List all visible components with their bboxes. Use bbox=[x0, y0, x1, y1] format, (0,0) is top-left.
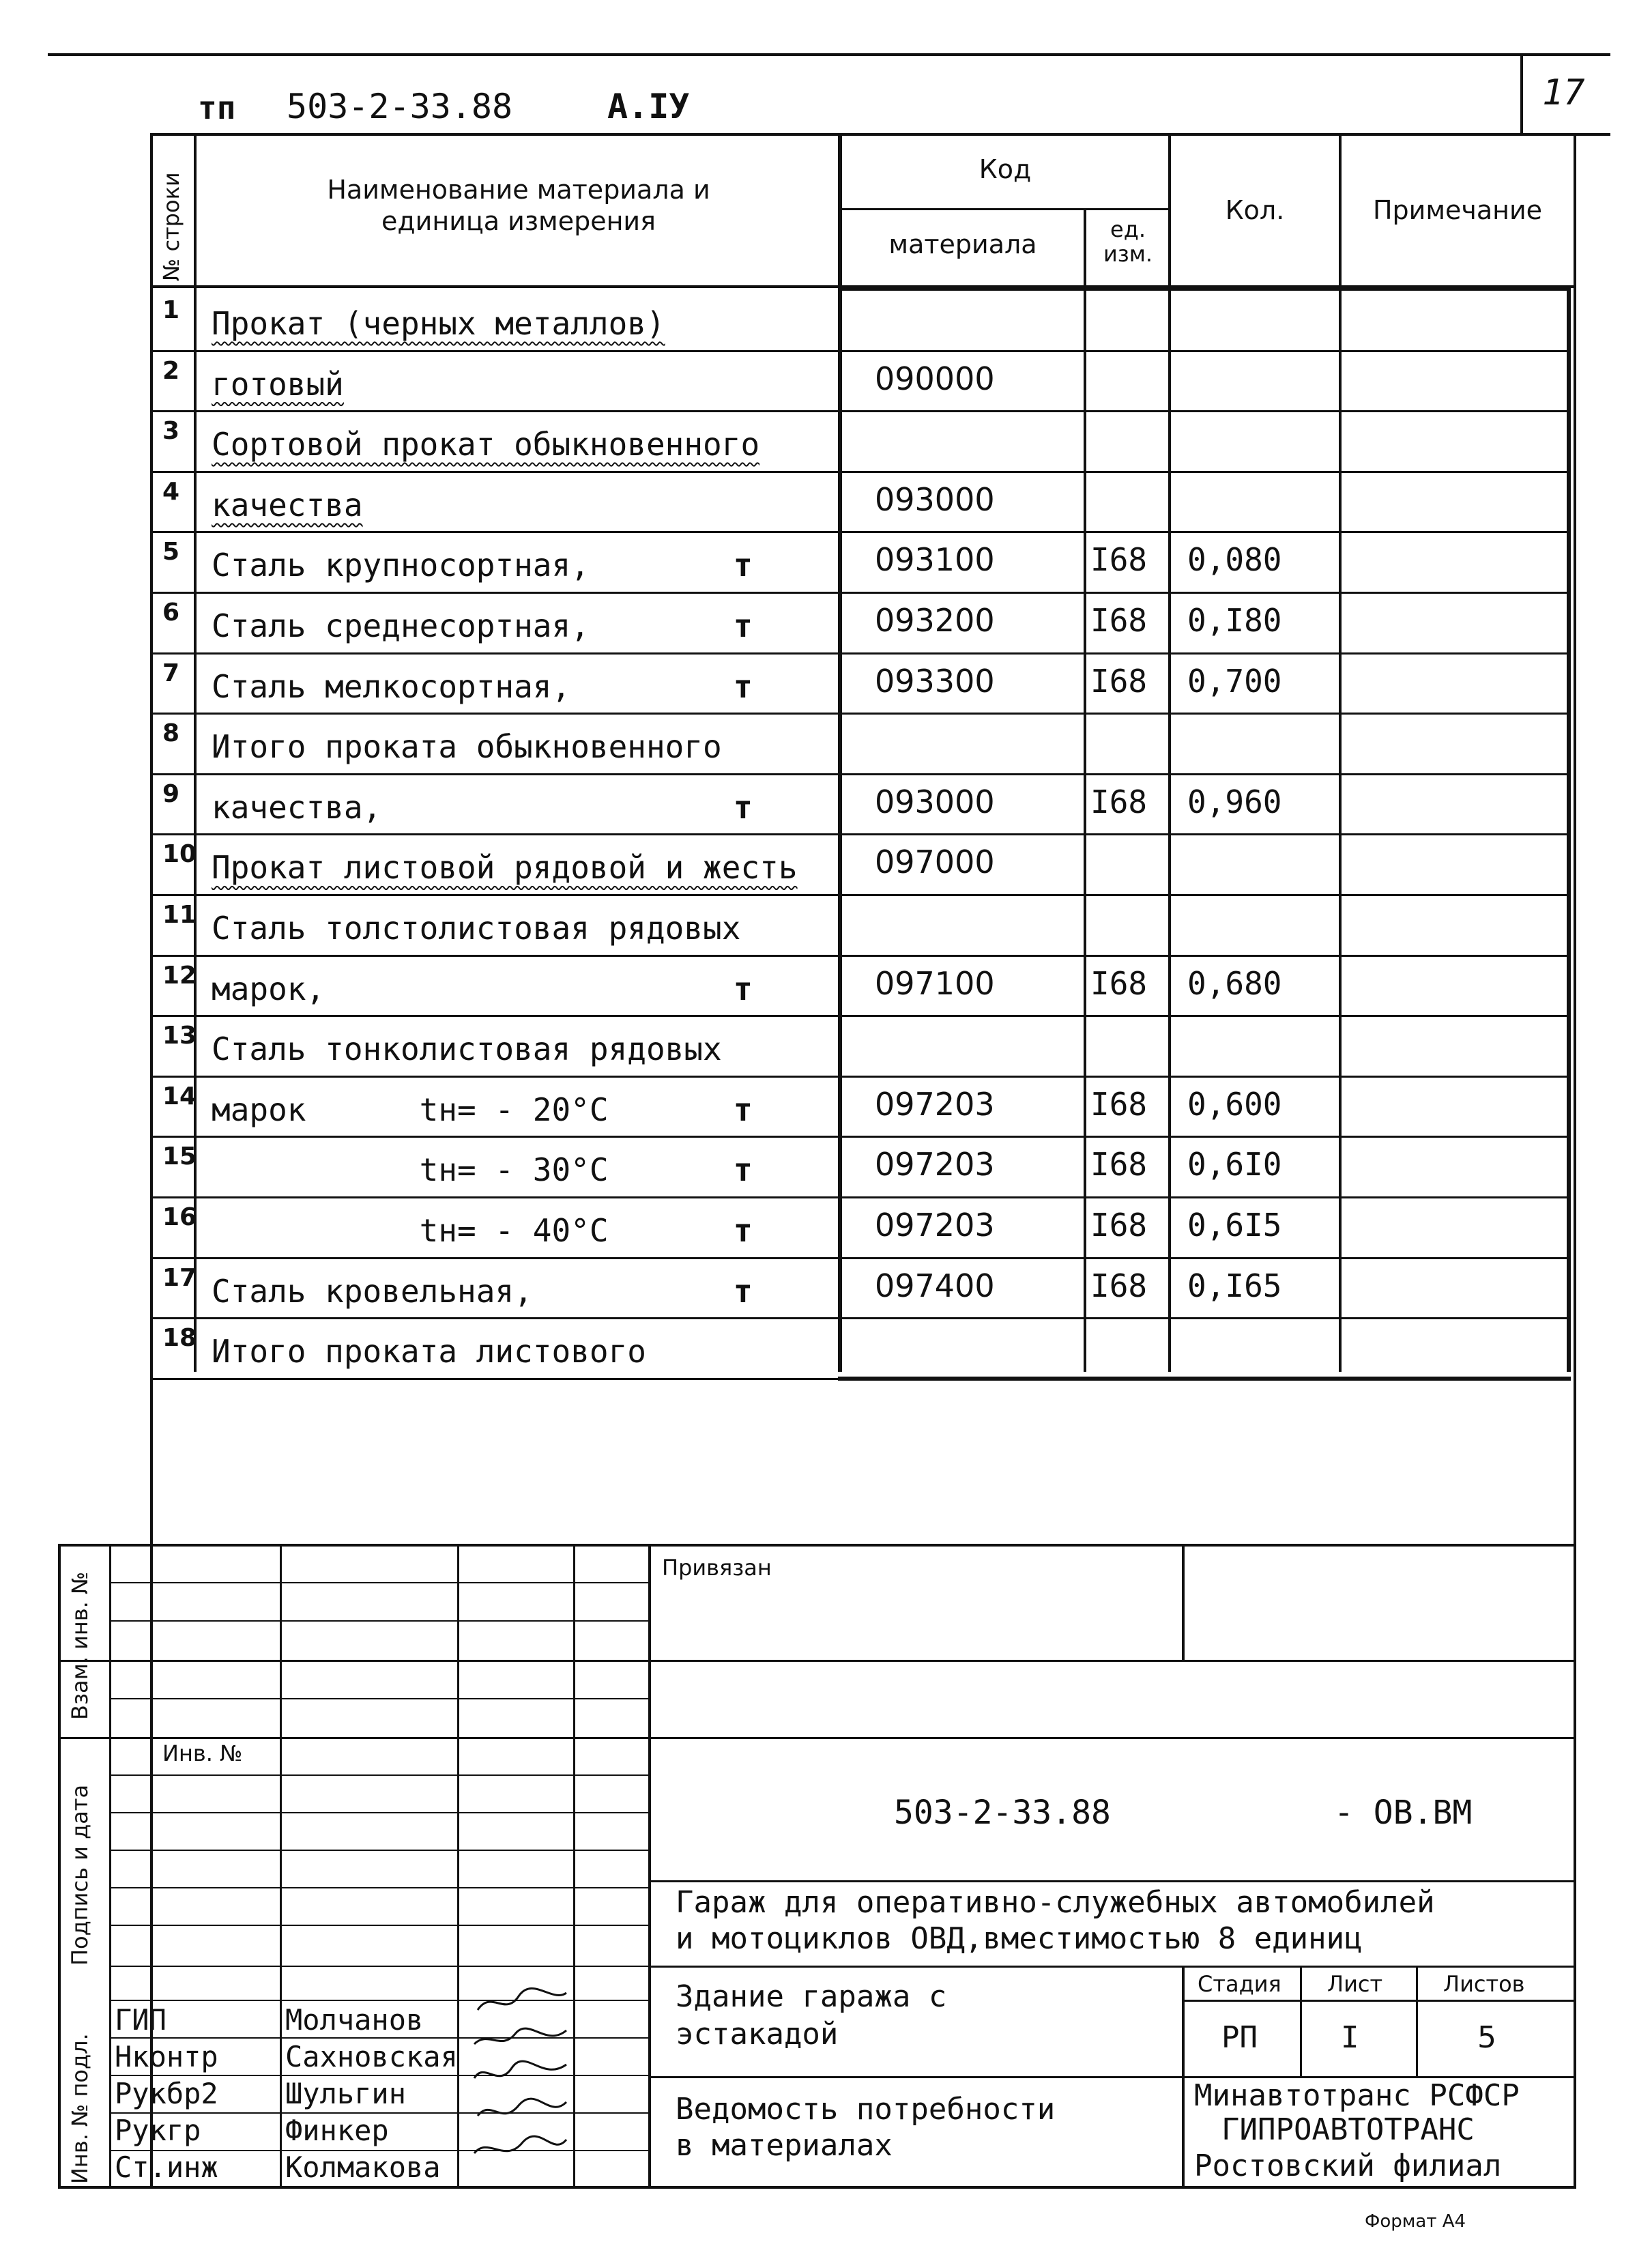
row-material-code: 097203 bbox=[875, 1146, 995, 1183]
table-thick-top bbox=[838, 287, 1571, 291]
row-unit-code: I68 bbox=[1090, 541, 1148, 579]
stamp-col-a bbox=[109, 1544, 111, 2189]
signature-3 bbox=[474, 2061, 566, 2078]
stamp-grid-line bbox=[109, 1887, 648, 1888]
row-number: 1 bbox=[162, 296, 180, 324]
row-number: 13 bbox=[162, 1022, 197, 1050]
row-unit-code: I68 bbox=[1090, 964, 1148, 1002]
staff-name: Шульгин bbox=[285, 2077, 407, 2110]
stamp-privyazan: Привязан bbox=[662, 1555, 772, 1581]
row-material-code: 097000 bbox=[875, 844, 995, 881]
row-unit-symbol: т bbox=[734, 788, 753, 826]
row-name: Сталь среднесортная, bbox=[212, 607, 590, 644]
staff-role: Ст.инж bbox=[115, 2151, 218, 2184]
row-number: 5 bbox=[162, 538, 180, 566]
row-line bbox=[150, 531, 1569, 533]
stamp-col-d bbox=[573, 1544, 575, 2189]
row-unit-symbol: т bbox=[734, 1091, 753, 1128]
staff-role: ГИП bbox=[115, 2003, 166, 2037]
row-line bbox=[150, 1015, 1569, 1017]
row-name: Итого проката листового bbox=[212, 1333, 646, 1370]
side-label-inv-podl: Инв. № подл. bbox=[67, 2033, 93, 2184]
stamp-inv-no: Инв. № bbox=[162, 1740, 243, 1766]
row-material-code: 097400 bbox=[875, 1267, 995, 1304]
stamp-col-b bbox=[280, 1544, 282, 2189]
format-label: Формат А4 bbox=[1365, 2211, 1466, 2232]
row-line bbox=[150, 1317, 1569, 1319]
staff-role: Рукбр2 bbox=[115, 2077, 218, 2110]
staff-name: Молчанов bbox=[285, 2003, 424, 2037]
stamp-sheets-label: Листов bbox=[1443, 1971, 1525, 1997]
stamp-doc-suffix: - ОВ.ВМ bbox=[1334, 1794, 1473, 1832]
stamp-col-sheet bbox=[1300, 1966, 1302, 2076]
row-line bbox=[150, 1136, 1569, 1138]
row-quantity: 0,680 bbox=[1187, 964, 1282, 1002]
row-quantity: 0,600 bbox=[1187, 1085, 1282, 1123]
row-name: tн= - 30°C bbox=[212, 1151, 609, 1189]
header-qty: Кол. bbox=[1225, 195, 1285, 225]
row-unit-symbol: т bbox=[734, 1151, 753, 1189]
stamp-org-line3: Ростовский филиал bbox=[1194, 2148, 1502, 2183]
row-name: Сталь тонколистовая рядовых bbox=[212, 1031, 722, 1068]
row-number: 12 bbox=[162, 961, 197, 990]
row-number: 4 bbox=[162, 477, 180, 506]
stamp-grid-line bbox=[109, 1774, 648, 1776]
header-name: Наименование материала и единица измерения bbox=[327, 175, 710, 236]
stamp-title-line1: Гараж для оперативно-служебных автомобилей bbox=[676, 1885, 1435, 1920]
row-quantity: 0,I65 bbox=[1187, 1267, 1282, 1304]
col-line-qty bbox=[1168, 133, 1171, 1372]
stamp-col-c bbox=[457, 1544, 459, 2189]
stamp-grid-line bbox=[109, 1850, 648, 1851]
stamp-col-sheets bbox=[1416, 1966, 1418, 2076]
stamp-col-stage bbox=[1182, 1966, 1185, 2187]
stamp-grid-line bbox=[109, 1737, 648, 1738]
stamp-grid-line bbox=[109, 1812, 648, 1813]
row-material-code: 093200 bbox=[875, 602, 995, 639]
row-unit-symbol: т bbox=[734, 1272, 753, 1310]
row-unit-symbol: т bbox=[734, 547, 753, 584]
signature-5 bbox=[474, 2136, 566, 2153]
row-line bbox=[150, 592, 1569, 594]
row-number: 15 bbox=[162, 1142, 197, 1171]
header-unit: ед. изм. bbox=[1103, 216, 1153, 267]
stamp-top bbox=[58, 1544, 1576, 1547]
row-name: Прокат (черных металлов) bbox=[212, 305, 665, 342]
side-label-vzam: Взам. инв. № bbox=[67, 1571, 93, 1720]
row-quantity: 0,960 bbox=[1187, 783, 1282, 820]
staff-name: Колмакова bbox=[285, 2151, 441, 2184]
row-number: 17 bbox=[162, 1263, 197, 1292]
row-line bbox=[150, 471, 1569, 473]
row-unit-code: I68 bbox=[1090, 1085, 1148, 1123]
stamp-h4 bbox=[648, 1966, 1576, 1968]
stamp-title-line2: и мотоциклов ОВД,вместимостью 8 единиц bbox=[676, 1921, 1363, 1956]
header-prefix: тп bbox=[198, 89, 236, 126]
row-name: Сталь кровельная, bbox=[212, 1272, 533, 1310]
stamp-org-line2: ГИПРОАВТОТРАНС bbox=[1221, 2112, 1475, 2147]
row-name: Сталь крупносортная, bbox=[212, 547, 590, 584]
row-unit-code: I68 bbox=[1090, 1146, 1148, 1183]
staff-role: Нконтр bbox=[115, 2040, 218, 2073]
frame-bottom bbox=[58, 2186, 1576, 2189]
staff-role: Рукгр bbox=[115, 2114, 201, 2147]
stamp-col-e bbox=[648, 1544, 651, 2189]
row-line bbox=[150, 773, 1569, 775]
stamp-sheets-value: 5 bbox=[1477, 2020, 1496, 2055]
row-name: tн= - 40°C bbox=[212, 1212, 609, 1249]
col-line-code bbox=[838, 133, 842, 1372]
stamp-stage-label: Стадия bbox=[1198, 1971, 1281, 1997]
code-sub-line bbox=[838, 208, 1171, 210]
col-line-rownum bbox=[194, 133, 197, 1372]
row-name: качества bbox=[212, 486, 363, 523]
stamp-grid-line bbox=[109, 1582, 648, 1583]
col-line-note bbox=[1339, 133, 1342, 1372]
stamp-grid-line bbox=[109, 1660, 648, 1661]
row-unit-symbol: т bbox=[734, 667, 753, 705]
stamp-sheet-line1: Ведомость потребности bbox=[676, 2092, 1056, 2127]
stamp-h6 bbox=[1182, 2000, 1576, 2002]
row-name: готовый bbox=[212, 365, 344, 403]
row-line bbox=[150, 652, 1569, 655]
row-material-code: 093100 bbox=[875, 541, 995, 579]
stamp-grid-line bbox=[109, 1925, 648, 1926]
stamp-doc-code: 503-2-33.88 bbox=[894, 1794, 1111, 1832]
stamp-grid-line bbox=[109, 1620, 648, 1622]
signatures bbox=[464, 1983, 573, 2187]
row-name: Итого проката обыкновенного bbox=[212, 728, 722, 766]
page-number: 17 bbox=[1542, 72, 1585, 113]
row-line bbox=[150, 410, 1569, 412]
table-thick-right bbox=[1567, 288, 1571, 1372]
top-border bbox=[48, 53, 1610, 56]
row-name: марок tн= - 20°C bbox=[212, 1091, 609, 1128]
row-number: 8 bbox=[162, 719, 180, 748]
row-line bbox=[150, 1196, 1569, 1198]
row-material-code: 093300 bbox=[875, 662, 995, 700]
row-line bbox=[150, 955, 1569, 957]
row-number: 3 bbox=[162, 417, 180, 446]
row-material-code: 093000 bbox=[875, 480, 995, 518]
frame-left bbox=[150, 133, 153, 2187]
row-quantity: 0,6I0 bbox=[1187, 1146, 1282, 1183]
row-line bbox=[150, 1076, 1569, 1078]
frame-right bbox=[1574, 133, 1576, 2187]
row-name: Сортовой прокат обыкновенного bbox=[212, 426, 760, 463]
staff-name: Сахновская bbox=[285, 2040, 458, 2073]
row-number: 2 bbox=[162, 356, 180, 385]
stamp-building-line2: эстакадой bbox=[676, 2017, 839, 2052]
row-line bbox=[150, 713, 1569, 715]
header-code: 503-2-33.88 bbox=[287, 87, 513, 126]
signature-2 bbox=[474, 2028, 566, 2044]
side-label-podpis: Подпись и дата bbox=[67, 1784, 93, 1966]
row-line bbox=[150, 350, 1569, 352]
row-line bbox=[150, 833, 1569, 835]
row-unit-code: I68 bbox=[1090, 1267, 1148, 1304]
stamp-col-f bbox=[1182, 1544, 1185, 1660]
row-name: Сталь толстолистовая рядовых bbox=[212, 910, 741, 947]
row-quantity: 0,6I5 bbox=[1187, 1207, 1282, 1243]
row-material-code: 093000 bbox=[875, 783, 995, 820]
stamp-stage-value: РП bbox=[1221, 2020, 1258, 2055]
row-quantity: 0,700 bbox=[1187, 662, 1282, 700]
row-name: Прокат листовой рядовой и жесть bbox=[212, 849, 798, 887]
row-name: Сталь мелкосортная, bbox=[212, 667, 571, 705]
row-number: 9 bbox=[162, 779, 180, 808]
row-unit-code: I68 bbox=[1090, 783, 1148, 820]
row-quantity: 0,I80 bbox=[1187, 602, 1282, 639]
row-unit-symbol: т bbox=[734, 607, 753, 644]
header-row-no: № строки bbox=[158, 172, 184, 281]
page-number-box-left bbox=[1520, 56, 1523, 134]
row-unit-code: I68 bbox=[1090, 602, 1148, 639]
row-material-code: 097203 bbox=[875, 1085, 995, 1123]
row-number: 6 bbox=[162, 599, 180, 627]
header-code-group: Код bbox=[979, 154, 1032, 184]
frame-top bbox=[150, 133, 1610, 136]
row-name: качества, bbox=[212, 788, 382, 826]
header-material: материала bbox=[888, 229, 1037, 259]
row-unit-symbol: т bbox=[734, 1212, 753, 1249]
table-thick-bottom bbox=[838, 1377, 1571, 1381]
signature-4 bbox=[478, 2099, 566, 2116]
stamp-sheet-line2: в материалах bbox=[676, 2128, 893, 2163]
stamp-org-line1: Минавтотранс РСФСР bbox=[1194, 2078, 1520, 2113]
header-album: А.IУ bbox=[607, 87, 690, 126]
row-number: 11 bbox=[162, 901, 197, 929]
row-material-code: 090000 bbox=[875, 360, 995, 397]
stamp-outer-left bbox=[58, 1544, 61, 2189]
staff-name: Финкер bbox=[285, 2114, 389, 2147]
row-number: 10 bbox=[162, 840, 197, 869]
row-number: 7 bbox=[162, 659, 180, 687]
row-number: 14 bbox=[162, 1082, 197, 1110]
row-name: марок, bbox=[212, 970, 325, 1007]
row-unit-symbol: т bbox=[734, 970, 753, 1007]
stamp-grid-line bbox=[109, 1966, 648, 1967]
row-line bbox=[150, 1257, 1569, 1259]
row-number: 18 bbox=[162, 1324, 197, 1353]
row-material-code: 097100 bbox=[875, 964, 995, 1002]
stamp-sheet-label: Лист bbox=[1327, 1971, 1383, 1997]
row-quantity: 0,080 bbox=[1187, 541, 1282, 579]
stamp-building-line1: Здание гаража с bbox=[676, 1979, 947, 2014]
row-number: 16 bbox=[162, 1203, 197, 1231]
row-line bbox=[150, 894, 1569, 896]
header-note: Примечание bbox=[1372, 195, 1543, 225]
signature-1 bbox=[478, 1989, 566, 2010]
stamp-sheet-value: I bbox=[1341, 2020, 1359, 2055]
row-material-code: 097203 bbox=[875, 1207, 995, 1243]
stamp-h3 bbox=[648, 1880, 1576, 1882]
stamp-grid-line bbox=[109, 1698, 648, 1699]
row-unit-code: I68 bbox=[1090, 1207, 1148, 1243]
row-unit-code: I68 bbox=[1090, 662, 1148, 700]
